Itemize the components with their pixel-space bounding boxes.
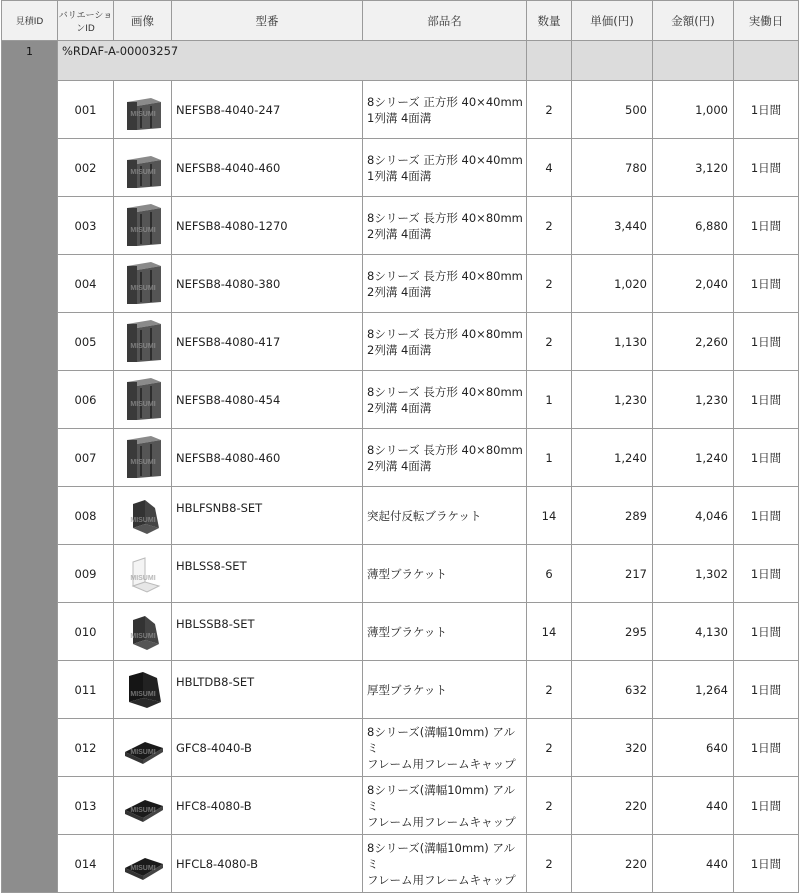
svg-text:MISUMI: MISUMI <box>129 574 156 582</box>
header-amount: 金額(円) <box>653 1 734 41</box>
quantity-cell: 2 <box>527 661 572 719</box>
model-cell <box>172 487 363 545</box>
unit-price-cell: 220 <box>572 777 653 835</box>
image-cell[interactable] <box>114 603 172 661</box>
amount-cell: 1,302 <box>653 545 734 603</box>
variation-id-cell <box>58 313 114 371</box>
quantity-cell: 14 <box>527 487 572 545</box>
table-row[interactable] <box>2 545 799 603</box>
header-quote-id: 見積ID <box>2 1 58 41</box>
variation-id: 004 <box>74 276 97 291</box>
profile-4040-icon <box>121 88 165 132</box>
unit-price-cell: 1,230 <box>572 371 653 429</box>
ship-days-cell: 1日間 <box>734 313 799 371</box>
image-cell[interactable] <box>114 139 172 197</box>
group-row <box>2 41 799 81</box>
part-name-line-2: 1列溝 4面溝 <box>367 168 432 183</box>
part-name-line-1: 厚型ブラケット <box>367 682 447 697</box>
ship-days-cell: 1日間 <box>734 661 799 719</box>
model-cell <box>172 371 363 429</box>
table-row[interactable] <box>2 313 799 371</box>
quantity-cell: 6 <box>527 545 572 603</box>
table-row[interactable] <box>2 429 799 487</box>
part-name-line-2: フレーム用フレームキャップ <box>367 872 516 887</box>
model-cell <box>172 139 363 197</box>
profile-4080-icon <box>121 436 165 480</box>
quantity-cell: 4 <box>527 139 572 197</box>
amount-cell: 2,260 <box>653 313 734 371</box>
profile-4080-icon <box>121 262 165 306</box>
image-cell[interactable] <box>114 545 172 603</box>
part-name-line-1: 8シリーズ(溝幅10mm) アルミ <box>367 782 515 813</box>
variation-id: 012 <box>74 740 97 755</box>
variation-id-cell <box>58 603 114 661</box>
header-variation-id: バリエーションID <box>58 1 114 41</box>
quantity-cell: 2 <box>527 81 572 139</box>
table-row[interactable] <box>2 835 799 893</box>
header-image: 画像 <box>114 1 172 41</box>
part-name-cell <box>363 487 527 545</box>
table-row[interactable] <box>2 139 799 197</box>
part-name-cell <box>363 371 527 429</box>
amount-cell: 1,000 <box>653 81 734 139</box>
variation-id-cell <box>58 429 114 487</box>
quantity-cell: 2 <box>527 719 572 777</box>
bracket-white-icon <box>121 552 165 596</box>
svg-text:MISUMI: MISUMI <box>129 748 156 756</box>
profile-4040-icon <box>121 146 165 190</box>
svg-text:MISUMI: MISUMI <box>129 342 156 350</box>
image-cell[interactable] <box>114 835 172 893</box>
bracket-dark-icon <box>121 610 165 654</box>
amount-cell: 1,230 <box>653 371 734 429</box>
model-cell <box>172 255 363 313</box>
part-name-cell <box>363 313 527 371</box>
part-name-line-2: 2列溝 4面溝 <box>367 458 432 473</box>
group-fill-cell <box>734 41 799 81</box>
variation-id-cell <box>58 719 114 777</box>
ship-days-cell: 1日間 <box>734 139 799 197</box>
header-model: 型番 <box>172 1 363 41</box>
svg-text:MISUMI: MISUMI <box>129 226 156 234</box>
image-cell[interactable] <box>114 429 172 487</box>
header-quantity: 数量 <box>527 1 572 41</box>
part-name-line-1: 8シリーズ 正方形 40×40mm <box>367 152 523 167</box>
model-cell <box>172 429 363 487</box>
amount-cell: 640 <box>653 719 734 777</box>
group-fill-cell <box>653 41 734 81</box>
variation-id: 008 <box>74 508 97 523</box>
amount-cell: 440 <box>653 835 734 893</box>
unit-price-cell: 320 <box>572 719 653 777</box>
part-name-line-2: 2列溝 4面溝 <box>367 226 432 241</box>
model-number: NEFSB8-4080-460 <box>176 450 281 465</box>
model-number: NEFSB8-4080-380 <box>176 276 281 291</box>
variation-id-cell <box>58 661 114 719</box>
model-number: NEFSB8-4040-460 <box>176 160 281 175</box>
group-fill-cell <box>527 41 572 81</box>
variation-id-cell <box>58 255 114 313</box>
part-name-line-2: フレーム用フレームキャップ <box>367 756 516 771</box>
amount-cell: 4,046 <box>653 487 734 545</box>
svg-text:MISUMI: MISUMI <box>129 806 156 814</box>
model-number: HBLSSB8-SET <box>176 616 255 631</box>
ship-days-cell: 1日間 <box>734 371 799 429</box>
variation-id-cell <box>58 835 114 893</box>
model-number: HFCL8-4080-B <box>176 856 259 871</box>
amount-cell: 440 <box>653 777 734 835</box>
model-cell <box>172 719 363 777</box>
part-name-line-1: 8シリーズ(溝幅10mm) アルミ <box>367 724 515 755</box>
variation-id-cell <box>58 81 114 139</box>
image-cell[interactable] <box>114 661 172 719</box>
image-cell[interactable] <box>114 371 172 429</box>
part-name-line-2: フレーム用フレームキャップ <box>367 814 516 829</box>
part-name-line-2: 2列溝 4面溝 <box>367 400 432 415</box>
amount-cell: 4,130 <box>653 603 734 661</box>
variation-id: 001 <box>74 102 97 117</box>
part-name-cell <box>363 835 527 893</box>
profile-4080-icon <box>121 378 165 422</box>
quantity-cell: 2 <box>527 835 572 893</box>
variation-id-cell <box>58 371 114 429</box>
ship-days-cell: 1日間 <box>734 255 799 313</box>
model-cell <box>172 197 363 255</box>
quantity-cell: 2 <box>527 313 572 371</box>
unit-price-cell: 632 <box>572 661 653 719</box>
image-cell[interactable] <box>114 313 172 371</box>
variation-id: 003 <box>74 218 97 233</box>
variation-id: 010 <box>74 624 97 639</box>
table-row[interactable] <box>2 81 799 139</box>
part-name-line-1: 薄型ブラケット <box>367 566 447 581</box>
svg-text:MISUMI: MISUMI <box>129 168 156 176</box>
variation-id: 007 <box>74 450 97 465</box>
part-name-cell <box>363 603 527 661</box>
quantity-cell: 1 <box>527 429 572 487</box>
table-row[interactable] <box>2 197 799 255</box>
amount-cell: 1,240 <box>653 429 734 487</box>
model-cell <box>172 545 363 603</box>
table-row[interactable] <box>2 719 799 777</box>
quantity-cell: 2 <box>527 197 572 255</box>
table-row[interactable] <box>2 487 799 545</box>
part-name-line-1: 8シリーズ(溝幅10mm) アルミ <box>367 840 515 871</box>
unit-price-cell: 1,240 <box>572 429 653 487</box>
model-number: NEFSB8-4080-454 <box>176 392 281 407</box>
unit-price-cell: 500 <box>572 81 653 139</box>
model-cell <box>172 661 363 719</box>
variation-id: 006 <box>74 392 97 407</box>
header-ship-days: 実働日 <box>734 1 799 41</box>
part-name-cell <box>363 255 527 313</box>
part-name-cell <box>363 81 527 139</box>
header-unit-price: 単価(円) <box>572 1 653 41</box>
part-name-line-2: 2列溝 4面溝 <box>367 342 432 357</box>
profile-4080-icon <box>121 320 165 364</box>
model-cell <box>172 777 363 835</box>
image-cell[interactable] <box>114 81 172 139</box>
part-name-line-2: 1列溝 4面溝 <box>367 110 432 125</box>
model-number: NEFSB8-4080-1270 <box>176 218 288 233</box>
quantity-cell: 2 <box>527 255 572 313</box>
image-cell[interactable] <box>114 197 172 255</box>
end-cap-icon <box>121 726 165 770</box>
table-row[interactable] <box>2 777 799 835</box>
quote-code: %RDAF-A-00003257 <box>58 41 527 81</box>
part-name-cell <box>363 545 527 603</box>
svg-text:MISUMI: MISUMI <box>129 458 156 466</box>
ship-days-cell: 1日間 <box>734 197 799 255</box>
model-cell <box>172 835 363 893</box>
amount-cell: 6,880 <box>653 197 734 255</box>
part-name-cell <box>363 139 527 197</box>
table-row[interactable] <box>2 255 799 313</box>
amount-cell: 1,264 <box>653 661 734 719</box>
ship-days-cell: 1日間 <box>734 545 799 603</box>
table-row[interactable] <box>2 603 799 661</box>
table-row[interactable] <box>2 661 799 719</box>
quantity-cell: 2 <box>527 777 572 835</box>
ship-days-cell: 1日間 <box>734 603 799 661</box>
variation-id-cell <box>58 777 114 835</box>
ship-days-cell: 1日間 <box>734 81 799 139</box>
unit-price-cell: 780 <box>572 139 653 197</box>
part-name-line-1: 8シリーズ 長方形 40×80mm <box>367 268 523 283</box>
part-name-line-1: 8シリーズ 長方形 40×80mm <box>367 384 523 399</box>
unit-price-cell: 217 <box>572 545 653 603</box>
variation-id: 013 <box>74 798 97 813</box>
ship-days-cell: 1日間 <box>734 429 799 487</box>
bracket-dark-icon <box>121 494 165 538</box>
part-name-line-1: 薄型ブラケット <box>367 624 447 639</box>
quote-id-cell: 1 <box>2 41 58 893</box>
table-header-row <box>2 1 799 41</box>
image-cell[interactable] <box>114 719 172 777</box>
image-cell[interactable] <box>114 777 172 835</box>
part-name-line-1: 突起付反転ブラケット <box>367 508 482 523</box>
variation-id: 009 <box>74 566 97 581</box>
unit-price-cell: 1,130 <box>572 313 653 371</box>
svg-text:MISUMI: MISUMI <box>129 516 156 524</box>
svg-text:MISUMI: MISUMI <box>129 864 156 872</box>
unit-price-cell: 295 <box>572 603 653 661</box>
ship-days-cell: 1日間 <box>734 719 799 777</box>
amount-cell: 3,120 <box>653 139 734 197</box>
ship-days-cell: 1日間 <box>734 835 799 893</box>
unit-price-cell: 289 <box>572 487 653 545</box>
table-row[interactable] <box>2 371 799 429</box>
variation-id-cell <box>58 197 114 255</box>
svg-text:MISUMI: MISUMI <box>129 690 156 698</box>
image-cell[interactable] <box>114 255 172 313</box>
model-cell <box>172 603 363 661</box>
image-cell[interactable] <box>114 487 172 545</box>
unit-price-cell: 3,440 <box>572 197 653 255</box>
model-cell <box>172 81 363 139</box>
model-number: HFC8-4080-B <box>176 798 252 813</box>
end-cap-icon <box>121 842 165 886</box>
model-number: GFC8-4040-B <box>176 740 252 755</box>
variation-id-cell <box>58 139 114 197</box>
end-cap-icon <box>121 784 165 828</box>
header-part-name: 部品名 <box>363 1 527 41</box>
profile-4080-icon <box>121 204 165 248</box>
ship-days-cell: 1日間 <box>734 777 799 835</box>
unit-price-cell: 220 <box>572 835 653 893</box>
model-number: NEFSB8-4040-247 <box>176 102 281 117</box>
svg-text:MISUMI: MISUMI <box>129 400 156 408</box>
part-name-cell <box>363 777 527 835</box>
part-name-cell <box>363 661 527 719</box>
amount-cell: 2,040 <box>653 255 734 313</box>
model-number: HBLFSNB8-SET <box>176 500 263 515</box>
part-name-cell <box>363 429 527 487</box>
variation-id-cell <box>58 545 114 603</box>
part-name-line-1: 8シリーズ 長方形 40×80mm <box>367 442 523 457</box>
variation-id: 002 <box>74 160 97 175</box>
svg-text:MISUMI: MISUMI <box>129 632 156 640</box>
part-name-line-1: 8シリーズ 長方形 40×80mm <box>367 210 523 225</box>
part-name-line-2: 2列溝 4面溝 <box>367 284 432 299</box>
ship-days-cell: 1日間 <box>734 487 799 545</box>
variation-id: 011 <box>74 682 97 697</box>
variation-id: 005 <box>74 334 97 349</box>
quote-table <box>1 0 799 893</box>
svg-text:MISUMI: MISUMI <box>129 284 156 292</box>
quantity-cell: 14 <box>527 603 572 661</box>
part-name-cell <box>363 719 527 777</box>
unit-price-cell: 1,020 <box>572 255 653 313</box>
quantity-cell: 1 <box>527 371 572 429</box>
bracket-thick-icon <box>121 668 165 712</box>
model-cell <box>172 313 363 371</box>
variation-id-cell <box>58 487 114 545</box>
svg-text:MISUMI: MISUMI <box>129 110 156 118</box>
model-number: HBLTDB8-SET <box>176 674 255 689</box>
part-name-line-1: 8シリーズ 長方形 40×80mm <box>367 326 523 341</box>
model-number: NEFSB8-4080-417 <box>176 334 281 349</box>
part-name-line-1: 8シリーズ 正方形 40×40mm <box>367 94 523 109</box>
model-number: HBLSS8-SET <box>176 558 247 573</box>
group-fill-cell <box>572 41 653 81</box>
part-name-cell <box>363 197 527 255</box>
variation-id: 014 <box>74 856 97 871</box>
